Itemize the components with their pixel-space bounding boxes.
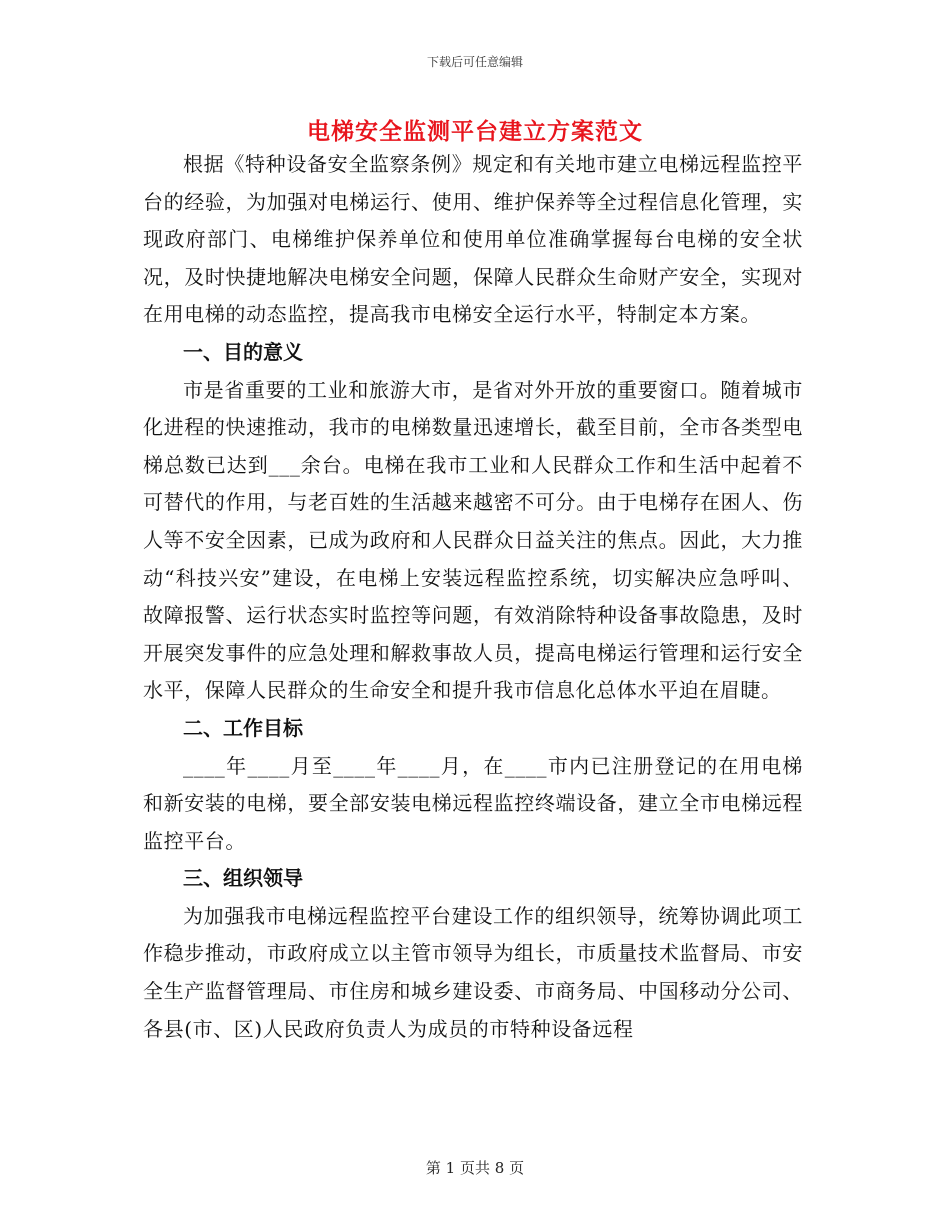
page-number: 第 1 页共 8 页: [425, 1159, 525, 1177]
section-body-goals: ____年____月至____年____月，在____市内已注册登记的在用电梯和新安装的电梯，要全部安装电梯远程监控终端设备，建立全市电梯远程监控平台。: [143, 753, 803, 853]
section-heading-purpose: 一、目的意义: [183, 339, 303, 364]
intro-paragraph: 根据《特种设备安全监察条例》规定和有关地市建立电梯远程监控平台的经验，为加强对电梯运行、使用、维护保养等全过程信息化管理，实现政府部门、电梯维护保养单位和使用单位准确掌握每台电梯的安全状况，及时快捷地解决电梯安全问题，保障人民群众生命财产安全，实现对在用电梯的动态监控，提高我市电梯安全运行水平，特制定本方案。: [143, 152, 803, 327]
section-heading-leadership: 三、组织领导: [183, 866, 303, 891]
page-header: 下载后可任意编辑: [426, 55, 523, 69]
section-body-purpose: 市是省重要的工业和旅游大市，是省对外开放的重要窗口。随着城市化进程的快速推动，我市的电梯数量迅速增长，截至目前，全市各类型电梯总数已达到___余台。电梯在我市工业和人民群众工作和生活中起着不可替代的作用，与老百姓的生活越来越密不可分。由于电梯存在困人、伤人等不安全因素，已成为政府和人民群众日益关注的焦点。因此，大力推动“科技兴安”建设，在电梯上安装远程监控系统，切实解决应急呼叫、故障报警、运行状态实时监控等问题，有效消除特种设备事故隐患，及时开展突发事件的应急处理和解救事故人员，提高电梯运行管理和运行安全水平，保障人民群众的生命安全和提升我市信息化总体水平迫在眉睫。: [143, 377, 803, 703]
document-body: [143, 146, 803, 1048]
section-body-leadership: 为加强我市电梯远程监控平台建设工作的组织领导，统筹协调此项工作稳步推动，市政府成立以主管市领导为组长，市质量技术监督局、市安全生产监督管理局、市住房和城乡建设委、市商务局、中国移动分公司、各县(市、区)人民政府负责人为成员的市特种设备远程: [143, 903, 803, 1041]
document-title: 电梯安全监测平台建立方案范文: [307, 118, 643, 145]
section-heading-goals: 二、工作目标: [183, 715, 303, 740]
